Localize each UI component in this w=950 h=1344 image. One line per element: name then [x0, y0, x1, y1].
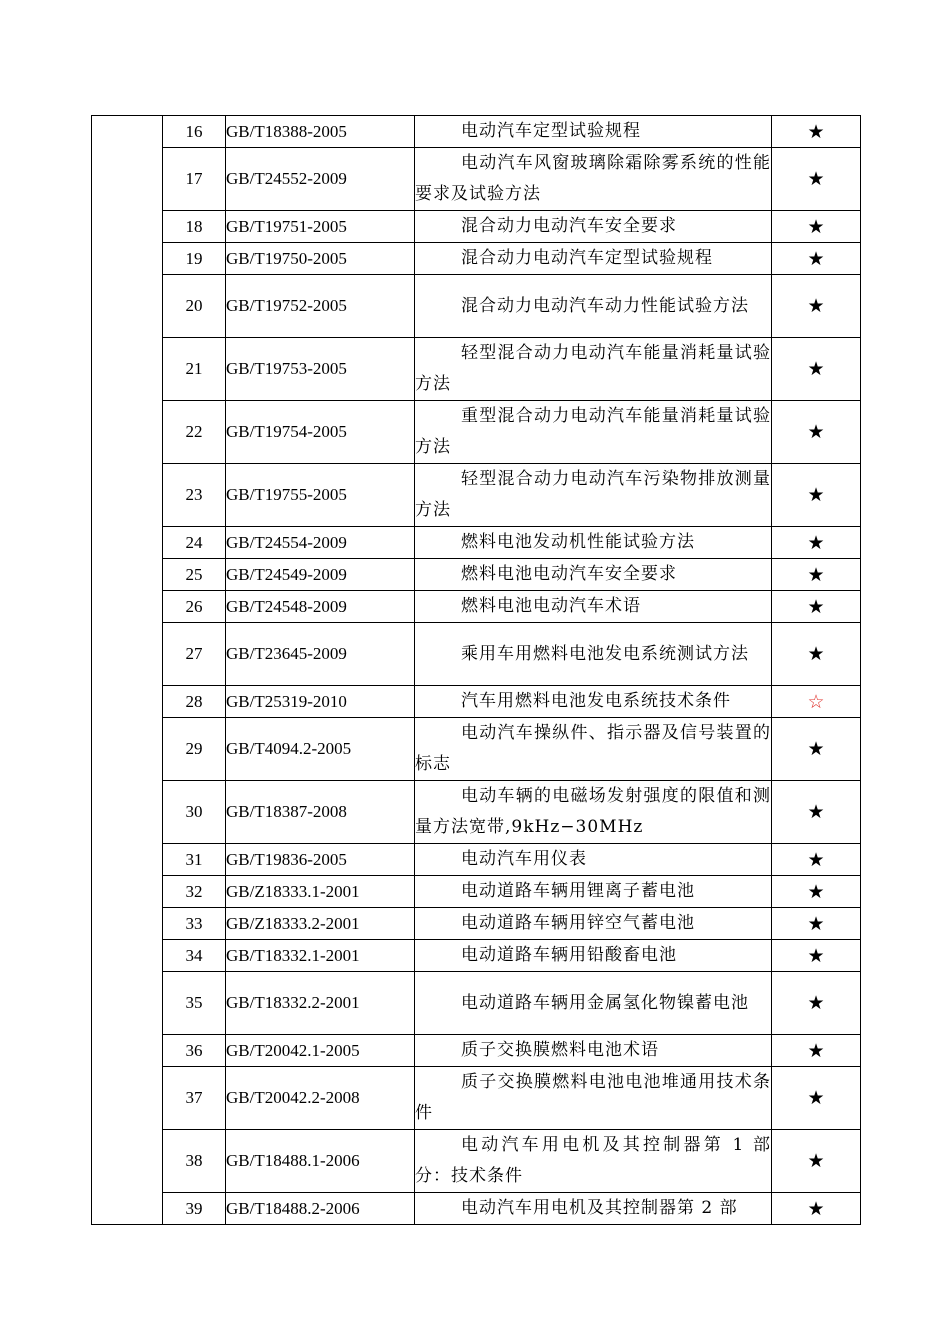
standard-code: GB/T25319-2010: [226, 691, 347, 711]
filled-star-icon: ★: [772, 148, 861, 211]
row-number: 24: [163, 527, 226, 559]
row-number: 32: [163, 876, 226, 908]
table-row: [92, 527, 861, 559]
standard-title: 混合动力电动汽车定型试验规程: [415, 243, 772, 275]
filled-star-icon: ★: [772, 401, 861, 464]
standard-title: 质子交换膜燃料电池电池堆通用技术条件: [415, 1067, 772, 1130]
standard-title: 燃料电池电动汽车术语: [415, 591, 772, 623]
table-row: [92, 972, 861, 1035]
filled-star-icon: ★: [772, 844, 861, 876]
table-row: [92, 338, 861, 401]
table-row: [92, 1130, 861, 1193]
filled-star-icon: ★: [772, 591, 861, 623]
row-number: 29: [163, 718, 226, 781]
row-number: 16: [163, 116, 226, 148]
row-number: 21: [163, 338, 226, 401]
standard-title: 电动汽车用电机及其控制器第 1 部分：技术条件: [415, 1130, 772, 1193]
standard-code: GB/T20042.1-2005: [226, 1040, 360, 1060]
filled-star-icon: ★: [772, 116, 861, 148]
filled-star-icon: ★: [772, 211, 861, 243]
row-number: 27: [163, 623, 226, 686]
filled-star-icon: ★: [772, 559, 861, 591]
standard-code-cell: [226, 972, 415, 1035]
table-row: [92, 243, 861, 275]
row-number: 37: [163, 1067, 226, 1130]
standard-code: GB/T19753-2005: [226, 359, 347, 378]
standards-table: [91, 115, 861, 1225]
standard-code: GB/T18488.1-2006: [226, 1151, 360, 1170]
standard-title: 燃料电池电动汽车安全要求: [415, 559, 772, 591]
standard-code-cell: [226, 1193, 415, 1225]
table-row: [92, 211, 861, 243]
standard-code: GB/T24552-2009: [226, 169, 347, 188]
standard-title: 汽车用燃料电池发电系统技术条件: [415, 686, 772, 718]
filled-star-icon: ★: [772, 940, 861, 972]
table-row: [92, 876, 861, 908]
table-row: [92, 464, 861, 527]
standard-title: 混合动力电动汽车安全要求: [415, 211, 772, 243]
category-cell: [92, 116, 163, 1225]
standard-code-cell: [226, 116, 415, 148]
table-row: [92, 844, 861, 876]
row-number: 35: [163, 972, 226, 1035]
standard-code: GB/Z18333.1-2001: [226, 881, 360, 901]
standard-code: GB/T18387-2008: [226, 802, 347, 821]
standard-code-cell: [226, 908, 415, 940]
standard-code-cell: [226, 844, 415, 876]
standard-title: 电动汽车用电机及其控制器第 2 部: [415, 1193, 772, 1225]
table-row: [92, 781, 861, 844]
standard-title: 电动汽车用仪表: [415, 844, 772, 876]
standards-table-body: [92, 116, 861, 1225]
table-row: [92, 940, 861, 972]
standard-code: GB/T19755-2005: [226, 485, 347, 504]
standard-code: GB/T18332.1-2001: [226, 945, 360, 965]
standard-title: 乘用车用燃料电池发电系统测试方法: [415, 623, 772, 686]
standard-title: 电动道路车辆用锂离子蓄电池: [415, 876, 772, 908]
row-number: 23: [163, 464, 226, 527]
standard-title: 轻型混合动力电动汽车污染物排放测量方法: [415, 464, 772, 527]
row-number: 25: [163, 559, 226, 591]
standard-code-cell: [226, 591, 415, 623]
filled-star-icon: ★: [772, 464, 861, 527]
standard-code-cell: [226, 211, 415, 243]
standard-code-cell: [226, 243, 415, 275]
table-row: [92, 1035, 861, 1067]
standard-code: GB/T19836-2005: [226, 849, 347, 869]
table-row: [92, 591, 861, 623]
standard-code: GB/T19754-2005: [226, 422, 347, 441]
standard-code: GB/T4094.2-2005: [226, 739, 352, 758]
standard-code: GB/T19752-2005: [226, 296, 347, 315]
standard-code-cell: [226, 1130, 415, 1193]
filled-star-icon: ★: [772, 718, 861, 781]
standard-code-cell: [226, 464, 415, 527]
standard-code-cell: [226, 876, 415, 908]
row-number: 38: [163, 1130, 226, 1193]
standard-code: GB/T23645-2009: [226, 644, 347, 663]
filled-star-icon: ★: [772, 1130, 861, 1193]
standard-code: GB/T19750-2005: [226, 248, 347, 268]
table-row: [92, 718, 861, 781]
standard-code-cell: [226, 686, 415, 718]
table-row: [92, 116, 861, 148]
filled-star-icon: ★: [772, 623, 861, 686]
table-row: [92, 1193, 861, 1225]
filled-star-icon: ★: [772, 1067, 861, 1130]
standard-code: GB/T19751-2005: [226, 216, 347, 236]
filled-star-icon: ★: [772, 527, 861, 559]
row-number: 18: [163, 211, 226, 243]
standard-title: 电动汽车定型试验规程: [415, 116, 772, 148]
standard-title: 质子交换膜燃料电池术语: [415, 1035, 772, 1067]
standard-code: GB/Z18333.2-2001: [226, 913, 360, 933]
row-number: 31: [163, 844, 226, 876]
standard-code-cell: [226, 338, 415, 401]
filled-star-icon: ★: [772, 338, 861, 401]
table-row: [92, 908, 861, 940]
table-row: [92, 275, 861, 338]
row-number: 36: [163, 1035, 226, 1067]
standard-code-cell: [226, 1035, 415, 1067]
table-row: [92, 148, 861, 211]
filled-star-icon: ★: [772, 275, 861, 338]
standard-title: 重型混合动力电动汽车能量消耗量试验方法: [415, 401, 772, 464]
filled-star-icon: ★: [772, 1035, 861, 1067]
table-row: [92, 401, 861, 464]
standard-code: GB/T18388-2005: [226, 121, 347, 141]
standard-code-cell: [226, 559, 415, 591]
standard-title: 电动道路车辆用铅酸畜电池: [415, 940, 772, 972]
standard-code: GB/T18332.2-2001: [226, 993, 360, 1012]
row-number: 30: [163, 781, 226, 844]
standard-title: 电动道路车辆用锌空气蓄电池: [415, 908, 772, 940]
hollow-star-icon: ☆: [772, 686, 861, 718]
standard-code-cell: [226, 401, 415, 464]
standard-code: GB/T24554-2009: [226, 532, 347, 552]
standard-code-cell: [226, 623, 415, 686]
table-row: [92, 559, 861, 591]
standard-code: GB/T24548-2009: [226, 596, 347, 616]
filled-star-icon: ★: [772, 972, 861, 1035]
standard-title: 电动道路车辆用金属氢化物镍蓄电池: [415, 972, 772, 1035]
standard-code-cell: [226, 527, 415, 559]
row-number: 34: [163, 940, 226, 972]
row-number: 28: [163, 686, 226, 718]
row-number: 39: [163, 1193, 226, 1225]
row-number: 26: [163, 591, 226, 623]
standard-title: 电动汽车风窗玻璃除霜除雾系统的性能要求及试验方法: [415, 148, 772, 211]
standard-code-cell: [226, 718, 415, 781]
filled-star-icon: ★: [772, 781, 861, 844]
standard-title: 混合动力电动汽车动力性能试验方法: [415, 275, 772, 338]
standard-code-cell: [226, 1067, 415, 1130]
filled-star-icon: ★: [772, 908, 861, 940]
standard-code: GB/T20042.2-2008: [226, 1088, 360, 1107]
filled-star-icon: ★: [772, 876, 861, 908]
standard-title: 燃料电池发动机性能试验方法: [415, 527, 772, 559]
standard-code-cell: [226, 781, 415, 844]
row-number: 20: [163, 275, 226, 338]
row-number: 33: [163, 908, 226, 940]
row-number: 17: [163, 148, 226, 211]
standard-title: 电动汽车操纵件、指示器及信号装置的标志: [415, 718, 772, 781]
standard-title: 轻型混合动力电动汽车能量消耗量试验方法: [415, 338, 772, 401]
standard-title: 电动车辆的电磁场发射强度的限值和测量方法宽带,9kHz−30MHz: [415, 781, 772, 844]
filled-star-icon: ★: [772, 243, 861, 275]
filled-star-icon: ★: [772, 1193, 861, 1225]
standard-code: GB/T18488.2-2006: [226, 1198, 360, 1218]
table-row: [92, 623, 861, 686]
table-row: [92, 686, 861, 718]
row-number: 22: [163, 401, 226, 464]
standard-code-cell: [226, 148, 415, 211]
table-row: [92, 1067, 861, 1130]
row-number: 19: [163, 243, 226, 275]
standard-code: GB/T24549-2009: [226, 564, 347, 584]
standard-code-cell: [226, 940, 415, 972]
standard-code-cell: [226, 275, 415, 338]
